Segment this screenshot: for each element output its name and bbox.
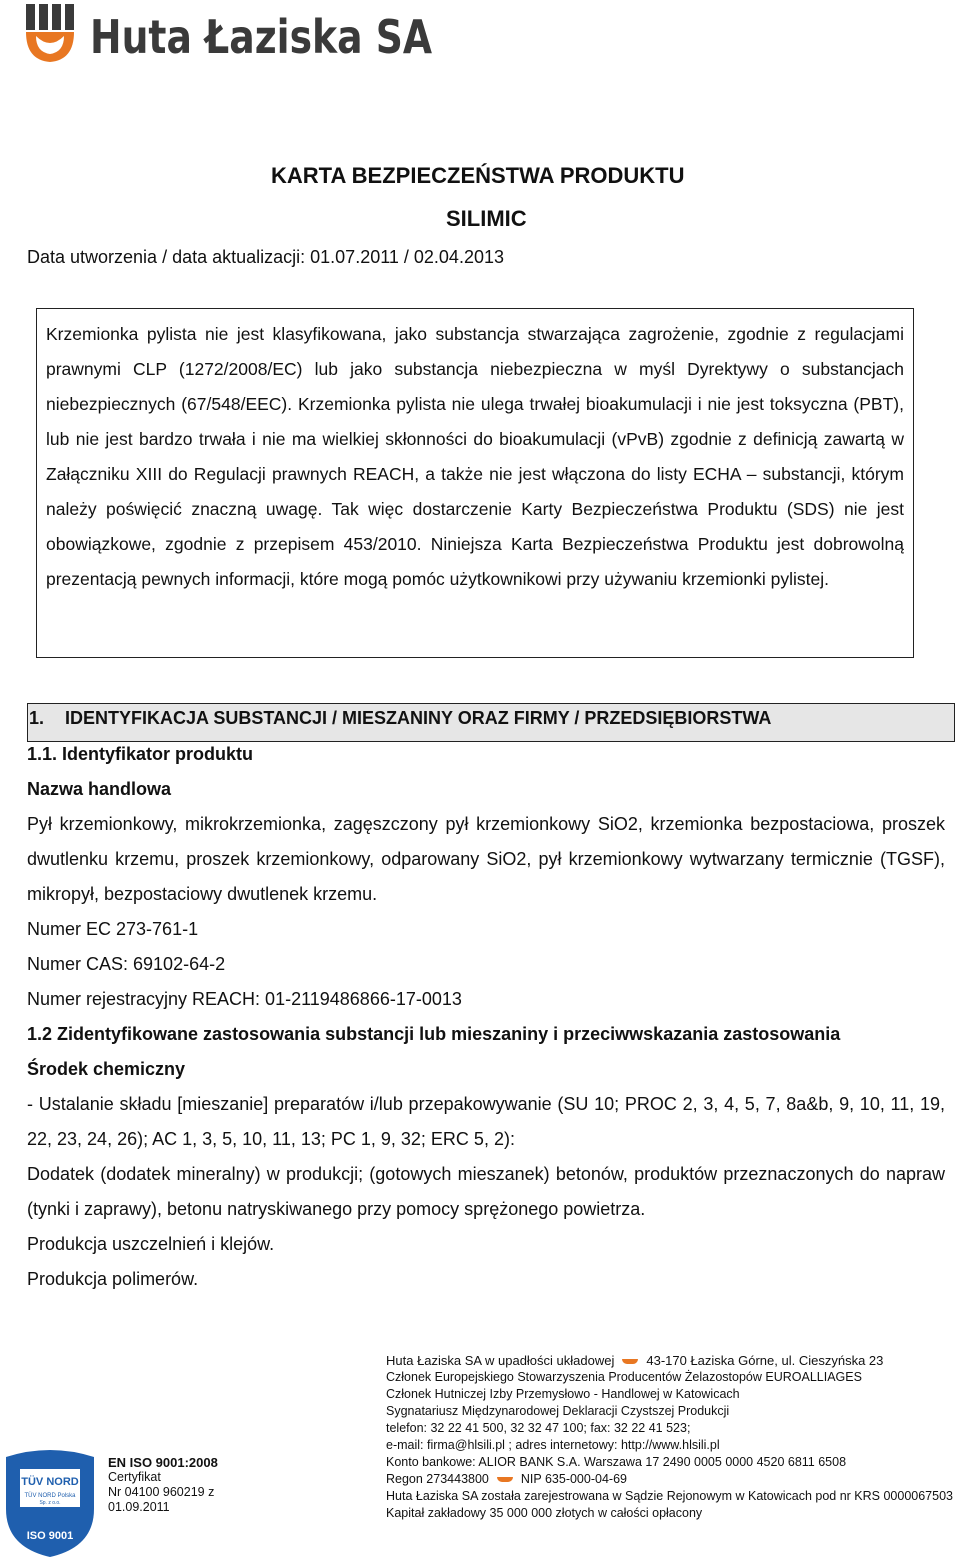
footer-line-3: Członek Hutniczej Izby Przemysłowo - Handlowej w Katowicach — [386, 1387, 740, 1401]
footer-regon: Regon 273443800 — [386, 1472, 489, 1486]
footer-line-1 — [386, 1352, 953, 1369]
tuv-nord-iso-badge-icon — [0, 1447, 100, 1559]
subsection-1-1: 1.1. Identyfikator produktu — [27, 744, 254, 764]
footer-address: 43-170 Łaziska Górne, ul. Cieszyńska 23 — [646, 1353, 884, 1368]
reach-number: Numer rejestracyjny REACH: 01-2119486866-17-0013 — [27, 989, 462, 1009]
section-title: IDENTYFIKACJA SUBSTANCJI / MIESZANINY ORAZ FIRMY / PRZEDSIĘBIORSTWA — [65, 708, 772, 728]
footer-line-6: e-mail: firma@hlsili.pl ; adres internetowy: http://www.hlsili.pl — [386, 1438, 720, 1452]
iso-standard: EN ISO 9001:2008 — [108, 1455, 218, 1470]
use-4: Produkcja polimerów. — [27, 1269, 199, 1289]
certificate-date: 01.09.2011 — [108, 1500, 170, 1514]
badge-iso: ISO 9001 — [26, 1530, 74, 1542]
subsection-1-2: 1.2 Zidentyfikowane zastosowania substancji lub mieszaniny i przeciwwskazania zastosowania — [27, 1024, 841, 1044]
trade-names: Pył krzemionkowy, mikrokrzemionka, zagęszczony pył krzemionkowy SiO2, krzemionka bezpostaciowa, proszek dwutlenku krzemu, proszek krzemionkowy, odparowany SiO2, pył krzemionkowy wytwarzany termicznie (TGSF), mikropył, bezpostaciowy dwutlenek krzemu. — [27, 814, 945, 904]
footer-line-7: Konto bankowe: ALIOR BANK S.A. Warszawa 17 2490 0005 0000 4520 6811 6508 — [386, 1455, 847, 1469]
cas-number: Numer CAS: 69102-64-2 — [27, 954, 226, 974]
footer-line-9: Huta Łaziska SA została zarejestrowana w Sądzie Rejonowym w Katowicach pod nr KRS 0000067503 — [386, 1489, 953, 1503]
badge-company: TÜV NORD Polska — [24, 1493, 76, 1499]
use-2: Dodatek (dodatek mineralny) w produkcji; (gotowych mieszanek) betonów, produktów przeznaczonych do napraw (tynki i zaprawy), betonu natryskiwanego przy pomocy sprężonego powietrza. — [27, 1164, 945, 1219]
ec-number: Numer EC 273-761-1 — [27, 919, 199, 939]
badge-company-2: Sp. z o.o. — [39, 1500, 61, 1506]
footer-company: Huta Łaziska SA w upadłości układowej — [386, 1353, 615, 1368]
footer-line-4: Sygnatariusz Międzynarodowej Deklaracji Czystszej Produkcji — [386, 1404, 730, 1418]
company-footer — [386, 1352, 953, 1522]
use-1: - Ustalanie składu [mieszanie] preparatów i/lub przepakowywanie (SU 10; PROC 2, 3, 4, 5, 7, 8a&b, 9, 10, 11, 19, 22, 23, 24, 26); AC 1, 3, 5, 10, 11, 13; PC 1, 9, 32; ERC 5, 2): — [27, 1094, 945, 1149]
footer-nip: NIP 635-000-04-69 — [520, 1472, 627, 1486]
footer-line-10: Kapitał zakładowy 35 000 000 złotych w całości opłacony — [386, 1506, 703, 1520]
footer-line-5: telefon: 32 22 41 500, 32 32 47 100; fax: 32 22 41 523; — [386, 1421, 691, 1435]
intro-text: Krzemionka pylista nie jest klasyfikowana, jako substancja stwarzająca zagrożenie, zgodnie z regulacjami prawnymi CLP (1272/2008/EC) lub jako substancja niebezpieczna w myśl Dyrektywy o substancjach niebezpiecznych (67/548/EEC). Krzemionka pylista nie ulega trwałej bioakumulacji i nie jest toksyczna (PBT), lub nie jest bardzo trwała i nie ma wielkiej skłonności do bioakumulacji (vPvB) zgodnie z definicją zawartą w Załączniku XIII do Regulacji prawnych REACH, a także nie jest włączona do listy ECHA – substancji, którym należy poświęcić znaczną uwagę. Tak więc dostarczenie Karty Bezpieczeństwa Produktu (SDS) nie jest obowiązkowe, zgodnie z przepisem 453/2010. Niniejsza Karta Bezpieczeństwa Produktu jest dobrowolną prezentacją pewnych informacji, które mogą pomóc użytkownikowi przy używaniu krzemionki pylistej. — [46, 324, 904, 589]
document-title: KARTA BEZPIECZEŃSTWA PRODUKTU — [271, 163, 685, 188]
trade-name-label: Nazwa handlowa — [27, 779, 172, 799]
footer-line-8 — [386, 1471, 953, 1488]
section-1-content — [27, 737, 945, 1297]
section-number: 1. — [29, 708, 45, 728]
document-dates: Data utworzenia / data aktualizacji: 01.07.2011 / 02.04.2013 — [27, 247, 504, 267]
footer-line-2: Członek Europejskiego Stowarzyszenia Producentów Żelazostopów EUROALLIAGES — [386, 1370, 862, 1384]
company-logo — [24, 2, 507, 64]
use-3: Produkcja uszczelnień i klejów. — [27, 1234, 275, 1254]
intro-box — [36, 308, 914, 658]
chemical-agent-label: Środek chemiczny — [27, 1059, 186, 1079]
certificate-label: Certyfikat — [108, 1470, 161, 1484]
logo-text: Huta Łaziska SA — [90, 10, 433, 64]
separator-icon — [497, 1477, 513, 1482]
product-name: SILIMIC — [446, 206, 527, 231]
flame-hand-icon — [24, 2, 76, 64]
separator-icon — [622, 1359, 638, 1364]
badge-brand: TÜV NORD — [21, 1476, 79, 1488]
certificate-number: Nr 04100 960219 z — [108, 1485, 215, 1499]
iso-certificate — [108, 1455, 218, 1515]
